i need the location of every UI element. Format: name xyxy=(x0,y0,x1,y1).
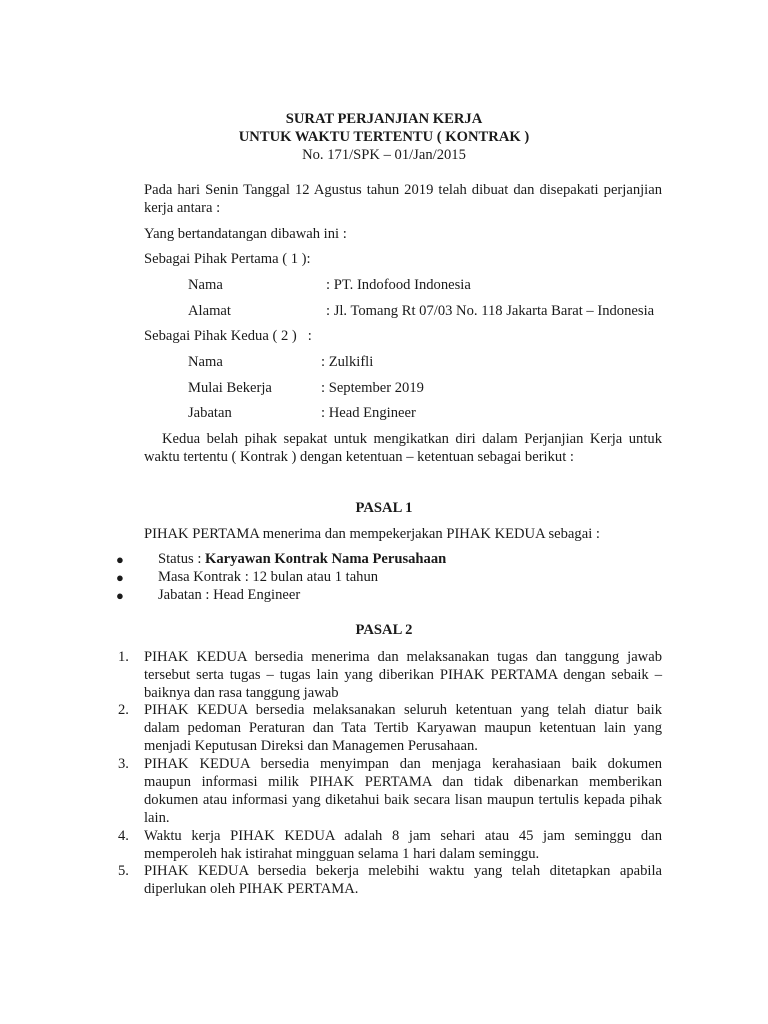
list-item-line: lain. xyxy=(144,810,170,826)
bullet-icon: ● xyxy=(116,552,124,567)
list-item-number: 5. xyxy=(118,863,129,879)
status-value: Karyawan Kontrak Nama Perusahaan xyxy=(205,551,447,567)
agreement-line-1: Kedua belah pihak sepakat untuk mengikatkan diri dalam Perjanjian Kerja untuk xyxy=(162,431,662,447)
party2-name-value: : Zulkifli xyxy=(321,354,374,370)
list-item-line: PIHAK KEDUA bersedia bekerja melebihi waktu yang telah ditetapkan apabila xyxy=(144,863,662,879)
list-item-line: diperlukan oleh PIHAK PERTAMA. xyxy=(144,881,359,897)
party2-position-label: Jabatan xyxy=(188,405,232,421)
list-item-line: maupun informasi milik PIHAK PERTAMA dan tidak dibenarkan memberikan xyxy=(144,774,662,790)
list-item-line: PIHAK KEDUA bersedia menyimpan dan menjaga kerahasiaan baik dokumen xyxy=(144,756,662,772)
document-title: SURAT PERJANJIAN KERJA xyxy=(285,111,483,127)
agreement-line-2: waktu tertentu ( Kontrak ) dengan ketentuan – ketentuan sebagai berikut : xyxy=(144,449,574,465)
party2-heading: Sebagai Pihak Kedua ( 2 ) : xyxy=(144,328,312,344)
pasal1-term: Masa Kontrak : 12 bulan atau 1 tahun xyxy=(158,569,379,585)
bullet-icon: ● xyxy=(116,588,124,603)
list-item-number: 3. xyxy=(118,756,129,772)
list-item-line: dokumen atau informasi yang diketahui baik secara lisan maupun tertulis kepada pihak xyxy=(144,792,662,808)
pasal1-status xyxy=(158,552,446,567)
list-item-number: 4. xyxy=(118,828,129,844)
intro-line-1: Pada hari Senin Tanggal 12 Agustus tahun 2019 telah dibuat dan disepakati perjanjian xyxy=(144,182,662,198)
party1-heading: Sebagai Pihak Pertama ( 1 ): xyxy=(144,251,311,267)
party2-position-value: : Head Engineer xyxy=(321,405,416,421)
party2-start-value: : September 2019 xyxy=(321,380,424,396)
intro-line-2: kerja antara : xyxy=(144,200,221,216)
list-item-number: 2. xyxy=(118,702,129,718)
list-item-line: menjadi Keputusan Direksi dan Managemen Perusahaan. xyxy=(144,738,478,754)
party1-address-label: Alamat xyxy=(188,303,231,319)
pasal2-heading: PASAL 2 xyxy=(355,622,413,638)
signatories-line: Yang bertandatangan dibawah ini : xyxy=(144,226,347,242)
party1-address-value: : Jl. Tomang Rt 07/03 No. 118 Jakarta Barat – Indonesia xyxy=(326,303,655,319)
document-subtitle: UNTUK WAKTU TERTENTU ( KONTRAK ) xyxy=(238,129,530,145)
party2-start-label: Mulai Bekerja xyxy=(188,380,272,396)
list-item-line: Waktu kerja PIHAK KEDUA adalah 8 jam sehari atau 45 jam seminggu dan xyxy=(144,828,662,844)
document-number: No. 171/SPK – 01/Jan/2015 xyxy=(302,147,466,163)
list-item-line: PIHAK KEDUA bersedia menerima dan melaksanakan tugas dan tanggung jawab xyxy=(144,649,662,665)
party1-name-value: : PT. Indofood Indonesia xyxy=(326,277,471,293)
party1-name-label: Nama xyxy=(188,277,223,293)
party2-name-label: Nama xyxy=(188,354,223,370)
status-label: Status : xyxy=(158,551,206,567)
list-item-number: 1. xyxy=(118,649,129,665)
bullet-icon: ● xyxy=(116,570,124,585)
list-item-line: dalam pedoman Peraturan dan Tata Tertib Karyawan maupun ketentuan lain yang xyxy=(144,720,662,736)
pasal1-position: Jabatan : Head Engineer xyxy=(158,587,301,603)
pasal1-intro: PIHAK PERTAMA menerima dan mempekerjakan PIHAK KEDUA sebagai : xyxy=(144,526,600,542)
pasal1-heading: PASAL 1 xyxy=(355,500,413,516)
list-item-line: PIHAK KEDUA bersedia melaksanakan seluruh ketentuan yang telah diatur baik xyxy=(144,702,662,718)
list-item-line: baiknya dan rasa tanggung jawab xyxy=(144,685,339,701)
list-item-line: memperoleh hak istirahat mingguan selama 1 hari dalam seminggu. xyxy=(144,846,540,862)
list-item-line: tersebut serta tugas – tugas lain yang diberikan PIHAK PERTAMA dengan sebaik – xyxy=(144,667,662,683)
